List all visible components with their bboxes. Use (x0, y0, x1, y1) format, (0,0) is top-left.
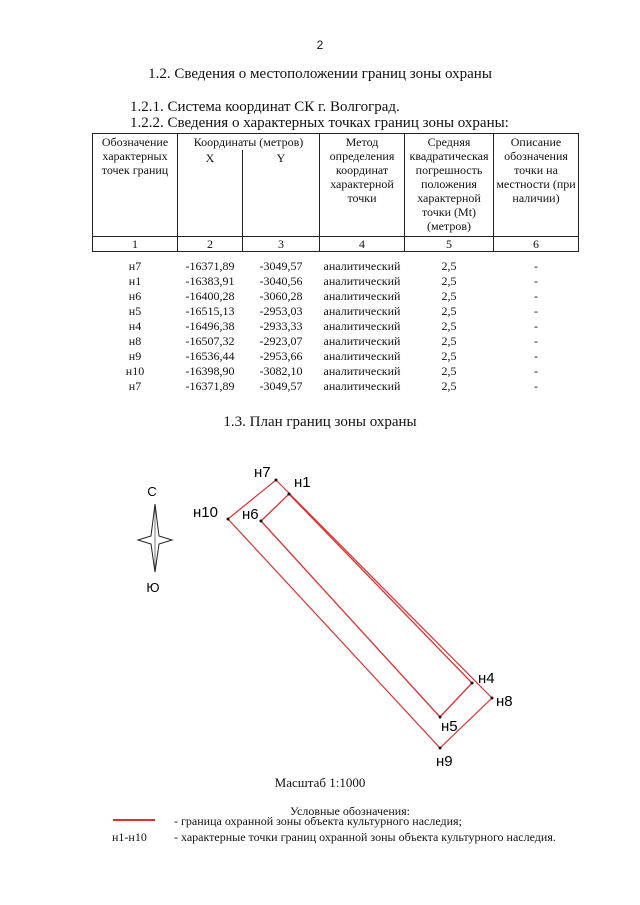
col-number: 1 (93, 237, 178, 252)
description: - (534, 363, 538, 378)
inner-boundary (261, 494, 472, 717)
point-name: н5 (128, 303, 142, 318)
header-x: X (178, 150, 243, 237)
header-error: Средняя квадратическая погрешность положения характерной точки (Mt) (метров) (405, 134, 494, 237)
method: аналитический (323, 288, 401, 303)
point-name: н4 (128, 318, 142, 333)
error: 2,5 (441, 303, 457, 318)
description: - (534, 378, 538, 393)
coord-y: -3040,56 (259, 273, 303, 288)
method: аналитический (323, 258, 401, 273)
boundary-plan (0, 440, 640, 775)
page-number: 2 (316, 38, 324, 52)
table-row (93, 363, 579, 378)
method: аналитический (323, 333, 401, 348)
label-n1: н1 (294, 474, 311, 491)
compass-icon (138, 484, 172, 595)
table-row (93, 348, 579, 363)
method: аналитический (323, 273, 401, 288)
point-name: н10 (125, 363, 145, 378)
coordinates-table (92, 133, 579, 393)
col-number: 4 (320, 237, 405, 252)
coord-x: -16400,28 (185, 288, 235, 303)
table-row (93, 378, 579, 393)
point-name: н8 (128, 333, 142, 348)
coord-y: -2953,03 (259, 303, 303, 318)
description: - (534, 303, 538, 318)
point-name: н6 (128, 288, 142, 303)
coord-x: -16371,89 (185, 378, 235, 393)
description: - (534, 288, 538, 303)
point-name: н1 (128, 273, 142, 288)
description: - (534, 258, 538, 273)
description: - (534, 318, 538, 333)
method: аналитический (323, 378, 401, 393)
error: 2,5 (441, 363, 457, 378)
error: 2,5 (441, 288, 457, 303)
description: - (534, 333, 538, 348)
coord-y: -3049,57 (259, 258, 303, 273)
header-point-name: Обозначение характерных точек границ (93, 134, 178, 237)
coord-x: -16371,89 (185, 258, 235, 273)
point-name: н9 (128, 348, 142, 363)
coord-y: -2953,66 (259, 348, 303, 363)
col-number: 2 (178, 237, 243, 252)
coord-x: -16507,32 (185, 333, 235, 348)
coord-x: -16536,44 (185, 348, 235, 363)
label-n9: н9 (436, 753, 453, 770)
error: 2,5 (441, 348, 457, 363)
table-row (93, 318, 579, 333)
section-title: 1.2. Сведения о местоположении границ зоны охраны (148, 66, 492, 82)
label-n7: н7 (254, 464, 271, 481)
coord-y: -2933,33 (259, 318, 303, 333)
table-row (93, 333, 579, 348)
col-number: 3 (243, 237, 320, 252)
header-coordinates: Координаты (метров) (178, 134, 320, 151)
error: 2,5 (441, 333, 457, 348)
header-method: Метод определения координат характерной точки (320, 134, 405, 237)
col-number: 6 (494, 237, 579, 252)
table-row (93, 273, 579, 288)
method: аналитический (323, 303, 401, 318)
coord-y: -3049,57 (259, 378, 303, 393)
table-row (93, 288, 579, 303)
table-row (93, 303, 579, 318)
points-heading: 1.2.2. Сведения о характерных точках границ зоны охраны: (130, 115, 509, 131)
outer-boundary (228, 480, 492, 748)
point-name: н7 (128, 378, 142, 393)
table-row (93, 258, 579, 273)
label-n4: н4 (478, 670, 495, 687)
description: - (534, 273, 538, 288)
error: 2,5 (441, 273, 457, 288)
legend-points-symbol: н1-н10 (112, 830, 147, 844)
label-n10: н10 (193, 504, 218, 521)
method: аналитический (323, 363, 401, 378)
header-description: Описание обозначения точки на местности (при наличии) (494, 134, 579, 237)
scale-label: Масштаб 1:1000 (274, 775, 366, 790)
label-n5: н5 (441, 718, 458, 735)
col-number: 5 (405, 237, 494, 252)
coord-x: -16383,91 (185, 273, 235, 288)
legend-line-symbol (113, 819, 155, 821)
label-n8: н8 (496, 693, 513, 710)
error: 2,5 (441, 378, 457, 393)
label-n6: н6 (242, 506, 259, 523)
description: - (534, 348, 538, 363)
method: аналитический (323, 318, 401, 333)
compass-south: Ю (146, 580, 160, 595)
header-y: Y (243, 150, 320, 237)
coord-system-heading: 1.2.1. Система координат СК г. Волгоград. (130, 99, 400, 115)
column-numbers-row (93, 237, 579, 252)
legend-points-text: - характерные точки границ охранной зоны объекта культурного наследия. (174, 830, 556, 844)
plan-title: 1.3. План границ зоны охраны (223, 414, 417, 430)
coord-x: -16515,13 (185, 303, 235, 318)
compass-north: С (147, 484, 157, 499)
point-name: н7 (128, 258, 142, 273)
legend-title: Условные обозначения: (290, 804, 411, 818)
coord-y: -2923,07 (259, 333, 303, 348)
method: аналитический (323, 348, 401, 363)
coord-x: -16398,90 (185, 363, 235, 378)
legend-line-text: - граница охранной зоны объекта культурного наследия; (174, 814, 462, 828)
error: 2,5 (441, 258, 457, 273)
coord-y: -3082,10 (259, 363, 303, 378)
coord-x: -16496,38 (185, 318, 235, 333)
coord-y: -3060,28 (259, 288, 303, 303)
error: 2,5 (441, 318, 457, 333)
